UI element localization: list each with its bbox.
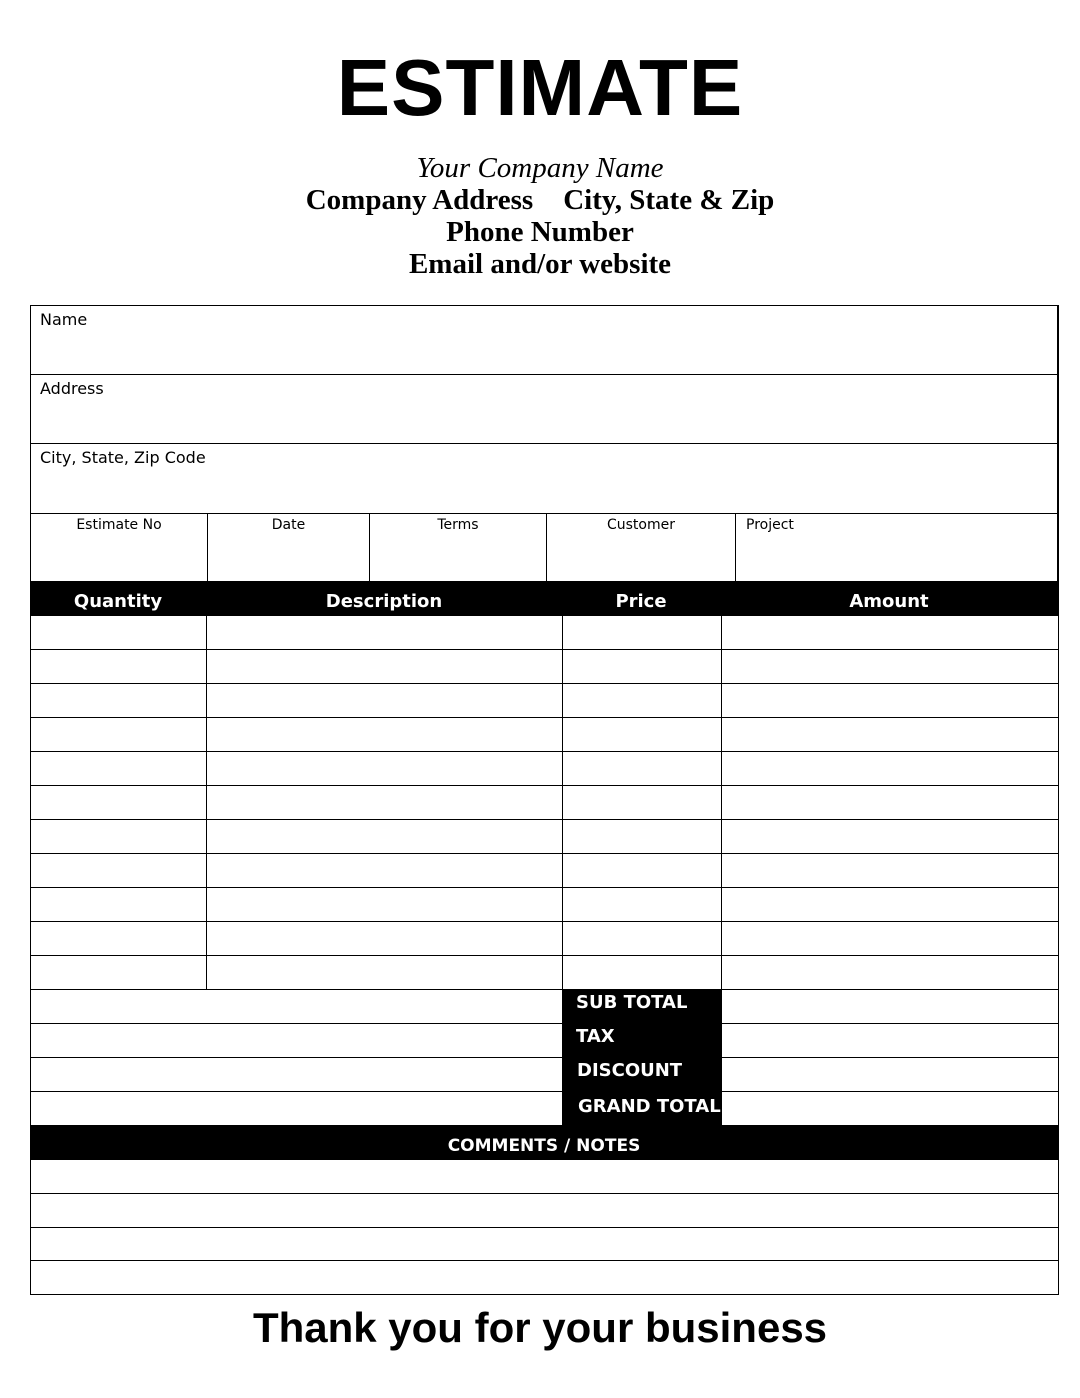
customer-field[interactable] xyxy=(547,514,736,581)
address-field[interactable] xyxy=(30,374,1058,443)
total-value-cell[interactable] xyxy=(721,1057,1058,1091)
terms-label: Terms xyxy=(437,517,479,533)
grand-total-label: GRAND TOTAL xyxy=(578,1096,721,1117)
description-cell[interactable] xyxy=(206,615,562,649)
quantity-cell[interactable] xyxy=(30,819,206,853)
total-value-cell[interactable] xyxy=(721,1091,1058,1125)
notes-line-field[interactable] xyxy=(30,1227,1058,1260)
terms-field[interactable] xyxy=(370,514,547,581)
line-items-header xyxy=(30,581,1058,615)
quantity-cell[interactable] xyxy=(30,955,206,989)
estimate-meta-row xyxy=(30,513,1058,581)
amount-cell[interactable] xyxy=(720,717,1058,751)
company-address-line xyxy=(0,184,1080,216)
column-divider xyxy=(562,615,563,1125)
subtotal-label: SUB TOTAL xyxy=(576,992,688,1013)
amount-cell[interactable] xyxy=(720,955,1058,989)
amount-cell[interactable] xyxy=(720,751,1058,785)
project-field[interactable] xyxy=(736,514,1058,581)
total-value-cell[interactable] xyxy=(721,989,1058,1023)
description-cell[interactable] xyxy=(206,921,562,955)
quantity-cell[interactable] xyxy=(30,683,206,717)
tax-label: TAX xyxy=(576,1026,615,1047)
price-cell[interactable] xyxy=(562,921,720,955)
form-right-border xyxy=(1058,305,1059,1294)
quantity-cell[interactable] xyxy=(30,853,206,887)
quantity-cell[interactable] xyxy=(30,785,206,819)
estimate-title: ESTIMATE xyxy=(336,43,744,132)
description-cell[interactable] xyxy=(206,853,562,887)
company-address: Company Address xyxy=(305,184,534,216)
company-info xyxy=(0,152,1080,280)
quantity-cell[interactable] xyxy=(30,649,206,683)
company-email-website: Email and/or website xyxy=(408,248,672,280)
quantity-header: Quantity xyxy=(73,591,163,612)
notes-line-field[interactable] xyxy=(30,1159,1058,1192)
amount-header: Amount xyxy=(849,591,929,612)
name-field[interactable] xyxy=(30,305,1058,374)
description-cell[interactable] xyxy=(206,887,562,921)
description-cell[interactable] xyxy=(206,819,562,853)
total-value-cell[interactable] xyxy=(721,1023,1058,1057)
description-cell[interactable] xyxy=(206,751,562,785)
notes-row-line xyxy=(30,1294,1059,1295)
company-name: Your Company Name xyxy=(416,152,664,184)
company-city-state-zip: City, State & Zip xyxy=(563,184,775,216)
price-header: Price xyxy=(615,591,667,612)
quantity-cell[interactable] xyxy=(30,751,206,785)
estimate-no-label: Estimate No xyxy=(76,517,162,533)
discount-label: DISCOUNT xyxy=(577,1060,683,1081)
price-cell[interactable] xyxy=(562,717,720,751)
customer-label: Customer xyxy=(606,517,675,533)
amount-cell[interactable] xyxy=(720,649,1058,683)
price-cell[interactable] xyxy=(562,615,720,649)
price-cell[interactable] xyxy=(562,955,720,989)
quantity-cell[interactable] xyxy=(30,921,206,955)
estimate-no-field[interactable] xyxy=(31,514,208,581)
comments-notes-header: COMMENTS / NOTES xyxy=(30,1125,1058,1159)
city-state-zip-label: City, State, Zip Code xyxy=(40,448,206,467)
form-top-border xyxy=(30,305,1059,306)
price-cell[interactable] xyxy=(562,853,720,887)
notes-line-field[interactable] xyxy=(30,1260,1058,1293)
amount-cell[interactable] xyxy=(720,785,1058,819)
description-header: Description xyxy=(325,591,443,612)
column-divider xyxy=(206,615,207,989)
amount-cell[interactable] xyxy=(720,683,1058,717)
thank-you-footer: Thank you for your business xyxy=(252,1304,828,1351)
description-cell[interactable] xyxy=(206,785,562,819)
description-cell[interactable] xyxy=(206,649,562,683)
price-cell[interactable] xyxy=(562,751,720,785)
price-cell[interactable] xyxy=(562,683,720,717)
amount-cell[interactable] xyxy=(720,887,1058,921)
quantity-cell[interactable] xyxy=(30,887,206,921)
price-cell[interactable] xyxy=(562,819,720,853)
city-state-zip-field[interactable] xyxy=(30,443,1058,513)
quantity-cell[interactable] xyxy=(30,717,206,751)
description-cell[interactable] xyxy=(206,683,562,717)
price-cell[interactable] xyxy=(562,649,720,683)
price-cell[interactable] xyxy=(562,887,720,921)
notes-line-field[interactable] xyxy=(30,1193,1058,1226)
amount-cell[interactable] xyxy=(720,819,1058,853)
description-cell[interactable] xyxy=(206,717,562,751)
address-label: Address xyxy=(40,379,104,398)
quantity-cell[interactable] xyxy=(30,615,206,649)
project-label: Project xyxy=(746,517,794,533)
date-field[interactable] xyxy=(208,514,370,581)
amount-cell[interactable] xyxy=(720,853,1058,887)
name-label: Name xyxy=(40,310,88,329)
amount-cell[interactable] xyxy=(720,615,1058,649)
amount-cell[interactable] xyxy=(720,921,1058,955)
description-cell[interactable] xyxy=(206,955,562,989)
price-cell[interactable] xyxy=(562,785,720,819)
company-phone: Phone Number xyxy=(446,216,634,248)
date-label: Date xyxy=(271,517,306,533)
